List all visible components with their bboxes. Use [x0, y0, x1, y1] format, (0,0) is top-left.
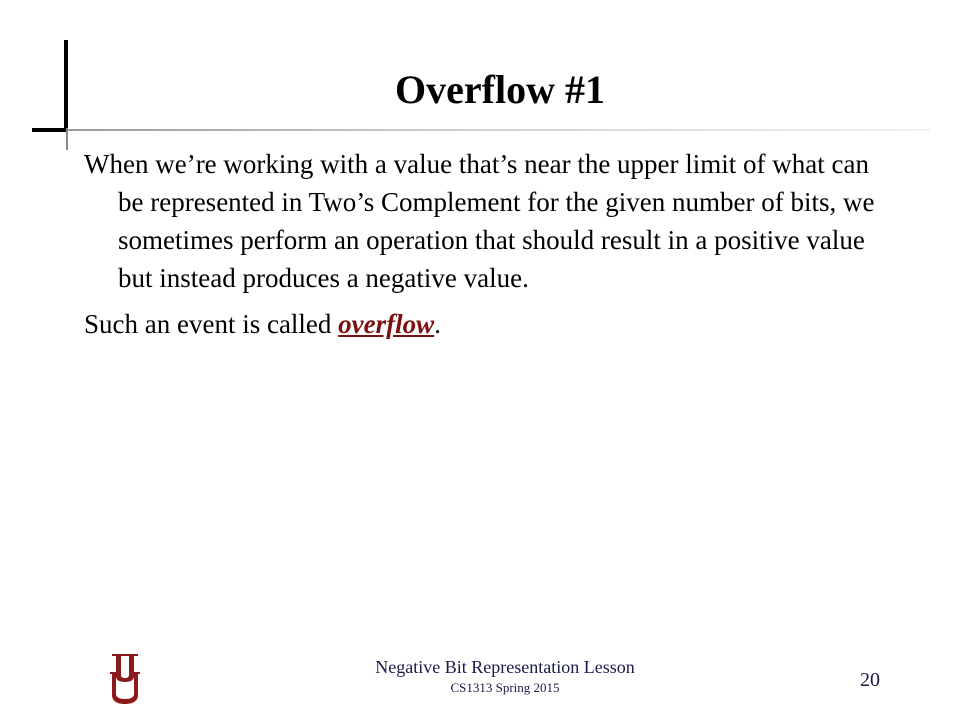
emphasized-term: overflow	[338, 309, 435, 339]
page-number: 20	[860, 669, 880, 691]
body-paragraph	[84, 305, 884, 343]
body-paragraph: When we’re working with a value that’s near the upper limit of what can be represented in Two’s Complement for the given number of bits, we sometimes perform an operation that should result in a positive value but instead produces a negative value.	[84, 149, 875, 293]
body-text: Such an event is called	[84, 309, 339, 339]
corner-horizontal-line	[32, 128, 68, 132]
corner-vertical-tail	[66, 128, 68, 150]
slide-title: Overflow #1	[395, 67, 605, 112]
footer-course-label: CS1313 Spring 2015	[450, 680, 560, 695]
title-underline-rule	[68, 129, 930, 131]
body-text: .	[434, 309, 441, 339]
slide-body	[84, 145, 884, 351]
footer-lesson-title: Negative Bit Representation Lesson	[375, 657, 635, 677]
